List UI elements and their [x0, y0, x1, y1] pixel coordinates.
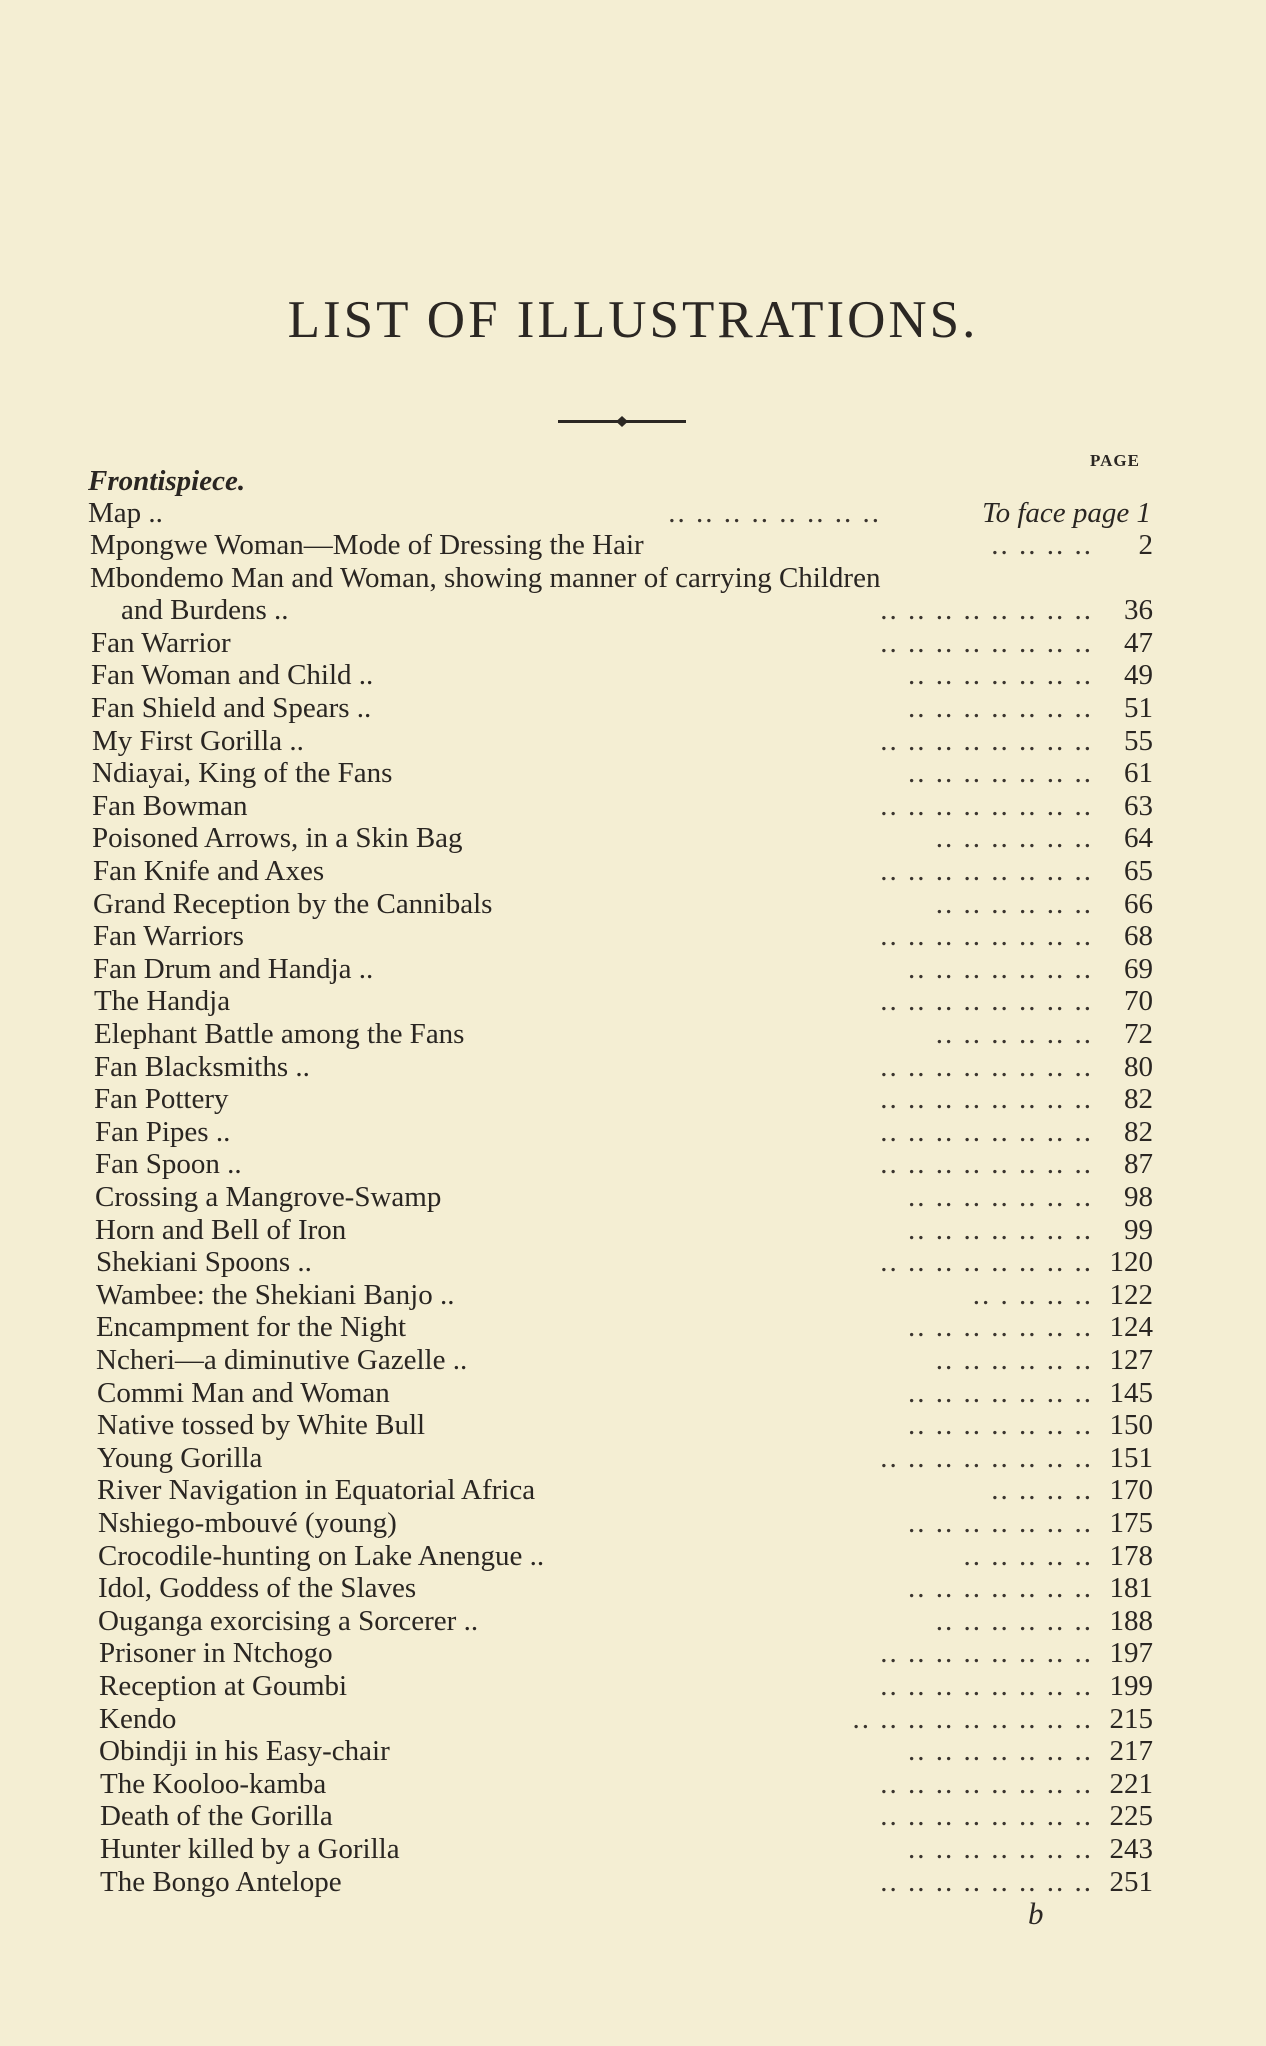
entry-title: Young Gorilla — [97, 1442, 268, 1474]
dot-leader: .. .. .. .. .. .. .. .. — [880, 855, 1093, 887]
list-item — [95, 1214, 1153, 1246]
dot-leader: .. .. .. .. .. .. — [935, 1344, 1093, 1376]
page-title: LIST OF ILLUSTRATIONS. — [287, 291, 979, 349]
entry-page: 98 — [1124, 1181, 1153, 1213]
dot-leader: .. .. .. .. .. .. — [935, 1605, 1093, 1637]
entry-title: Fan Drum and Handja .. — [93, 953, 379, 985]
dot-leader: .. .. .. .. .. .. .. .. — [880, 1670, 1093, 1702]
list-item — [94, 1051, 1153, 1083]
list-item — [96, 1279, 1153, 1311]
entry-title: Kendo — [99, 1703, 182, 1735]
entry-title: Wambee: the Shekiani Banjo .. — [96, 1279, 460, 1311]
dot-leader: .. .. .. .. .. .. .. — [908, 757, 1093, 789]
list-item — [98, 1572, 1153, 1604]
entry-page: 72 — [1124, 1018, 1153, 1050]
list-item — [92, 790, 1153, 822]
entry-page: 80 — [1124, 1051, 1153, 1083]
list-item — [91, 627, 1153, 659]
entry-title: and Burdens .. — [121, 594, 295, 626]
entry-page: 63 — [1124, 790, 1153, 822]
entry-title: Crossing a Mangrove-Swamp — [95, 1181, 447, 1213]
list-item — [92, 725, 1153, 757]
list-item — [96, 1311, 1153, 1343]
entry-page: 243 — [1109, 1833, 1153, 1865]
entry-title: Ndiayai, King of the Fans — [92, 757, 398, 789]
entry-page: 66 — [1124, 888, 1153, 920]
list-item — [100, 1833, 1153, 1865]
entry-page: 217 — [1109, 1735, 1153, 1767]
entry-page: 181 — [1109, 1572, 1153, 1604]
list-item — [94, 1018, 1153, 1050]
entry-title: Map .. — [88, 497, 169, 529]
entry-page: 127 — [1109, 1344, 1153, 1376]
dot-leader: .. .. .. .. .. .. .. .. — [880, 1800, 1093, 1832]
dot-leader: .. .. .. .. .. .. .. — [908, 1181, 1093, 1213]
entry-page: 87 — [1124, 1148, 1153, 1180]
entry-page: 199 — [1109, 1670, 1153, 1702]
list-item — [97, 1442, 1153, 1474]
dot-leader: .. .. .. .. .. .. .. — [908, 1311, 1093, 1343]
entry-title: Ouganga exorcising a Sorcerer .. — [98, 1605, 484, 1637]
dot-leader: .. .. .. .. .. .. .. .. — [880, 1442, 1093, 1474]
dot-leader: .. .. .. .. .. .. .. .. — [880, 1148, 1093, 1180]
entry-page: 225 — [1109, 1800, 1153, 1832]
dot-leader: .. .. .. .. .. .. .. — [908, 659, 1093, 691]
entry-title: Commi Man and Woman — [97, 1377, 396, 1409]
entry-title: River Navigation in Equatorial Africa — [97, 1474, 541, 1506]
dot-leader: .. .. .. .. .. .. — [935, 1018, 1093, 1050]
list-item — [100, 1800, 1153, 1832]
entry-page: 215 — [1109, 1703, 1153, 1735]
list-item — [97, 1377, 1153, 1409]
entry-title: Nshiego-mbouvé (young) — [98, 1507, 403, 1539]
frontispiece-label: Frontispiece. — [88, 465, 251, 497]
list-item — [93, 855, 1153, 887]
dot-leader: .. .. .. .. .. .. — [935, 888, 1093, 920]
entry-title: Elephant Battle among the Fans — [94, 1018, 470, 1050]
entry-page: 120 — [1109, 1246, 1153, 1278]
list-item — [93, 888, 1153, 920]
entry-title: Fan Bowman — [92, 790, 253, 822]
entry-title: Prisoner in Ntchogo — [99, 1637, 339, 1669]
entry-page: 175 — [1109, 1507, 1153, 1539]
list-item — [90, 529, 1153, 561]
dot-leader: .. .. .. .. .. .. .. .. — [880, 1246, 1093, 1278]
ornament-rule — [558, 415, 686, 429]
entry-title: Fan Pottery — [94, 1083, 235, 1115]
dot-leader: .. .. .. .. — [991, 529, 1093, 561]
entry-title: Encampment for the Night — [96, 1311, 412, 1343]
dot-leader: .. .. .. .. .. .. .. .. — [880, 1637, 1093, 1669]
dot-leader: .. .. .. .. .. .. .. .. — [880, 627, 1093, 659]
entry-page: 70 — [1124, 985, 1153, 1017]
entry-page: 145 — [1109, 1377, 1153, 1409]
entry-title: Grand Reception by the Cannibals — [93, 888, 498, 920]
dot-leader: .. .. .. .. .. .. .. .. — [880, 1051, 1093, 1083]
dot-leader: .. .. .. .. .. .. .. .. — [880, 920, 1093, 952]
dot-leader: .. .. .. .. .. .. .. — [908, 1377, 1093, 1409]
dot-leader: .. .. .. .. .. .. — [935, 822, 1093, 854]
entry-title: Fan Blacksmiths .. — [94, 1051, 316, 1083]
dot-leader: .. .. .. .. .. .. .. .. — [880, 1768, 1093, 1800]
list-item — [94, 1083, 1153, 1115]
entry-title: Fan Spoon .. — [95, 1148, 248, 1180]
entry-page: 65 — [1124, 855, 1153, 887]
entry-page: 188 — [1109, 1605, 1153, 1637]
dot-leader: .. .. .. .. .. .. .. — [908, 953, 1093, 985]
entry-page: 197 — [1109, 1637, 1153, 1669]
dot-leader: .. . .. .. .. — [972, 1279, 1093, 1311]
list-item — [98, 1507, 1153, 1539]
dot-leader: .. .. .. .. .. .. .. — [908, 1507, 1093, 1539]
dot-leader: .. .. .. .. .. .. .. .. — [880, 790, 1093, 822]
list-item — [99, 1637, 1153, 1669]
entry-title: Native tossed by White Bull — [97, 1409, 431, 1441]
entry-title: Fan Warriors — [93, 920, 250, 952]
entry-title: Hunter killed by a Gorilla — [100, 1833, 406, 1865]
entry-page: 51 — [1124, 692, 1153, 724]
dot-leader: .. .. .. .. .. .. .. .. — [880, 985, 1093, 1017]
dot-leader: .. .. .. .. .. — [963, 1540, 1093, 1572]
frontispiece-entry — [88, 465, 1151, 497]
dot-leader: .. .. .. .. .. .. .. .. — [880, 594, 1093, 626]
dot-leader: .. .. .. .. .. .. .. .. — [668, 497, 881, 529]
list-item — [93, 953, 1153, 985]
dot-leader: .. .. .. .. — [991, 1474, 1093, 1506]
entry-title: Mpongwe Woman—Mode of Dressing the Hair — [90, 529, 650, 561]
entry-page: 55 — [1124, 725, 1153, 757]
entry-title: Shekiani Spoons .. — [96, 1246, 318, 1278]
list-item — [90, 562, 1153, 594]
entry-title: Fan Pipes .. — [95, 1116, 236, 1148]
entry-title: Ncheri—a diminutive Gazelle .. — [96, 1344, 473, 1376]
list-item — [94, 985, 1153, 1017]
dot-leader: .. .. .. .. .. .. .. — [908, 1409, 1093, 1441]
list-item — [95, 1148, 1153, 1180]
list-item — [91, 692, 1153, 724]
entry-title: Fan Knife and Axes — [93, 855, 330, 887]
dot-leader: .. .. .. .. .. .. .. .. — [880, 1116, 1093, 1148]
dot-leader: .. .. .. .. .. .. .. .. — [880, 1866, 1093, 1898]
entry-page: 170 — [1109, 1474, 1153, 1506]
dot-leader: .. .. .. .. .. .. .. .. .. — [852, 1703, 1093, 1735]
map-entry — [88, 497, 1151, 529]
entry-page: 122 — [1109, 1279, 1153, 1311]
entry-page: 82 — [1124, 1083, 1153, 1115]
list-item — [95, 1116, 1153, 1148]
entry-page: 150 — [1109, 1409, 1153, 1441]
entry-page: To face page 1 — [982, 497, 1151, 529]
list-item — [99, 1703, 1153, 1735]
dot-leader: .. .. .. .. .. .. .. — [908, 1214, 1093, 1246]
entry-title: Horn and Bell of Iron — [95, 1214, 352, 1246]
entry-title: Death of the Gorilla — [100, 1800, 339, 1832]
entry-page: 68 — [1124, 920, 1153, 952]
entry-page: 82 — [1124, 1116, 1153, 1148]
entry-title: The Bongo Antelope — [100, 1866, 348, 1898]
entry-title: Fan Woman and Child .. — [91, 659, 379, 691]
list-item — [100, 1866, 1153, 1898]
dot-leader: .. .. .. .. .. .. .. — [908, 1735, 1093, 1767]
entry-title: Fan Warrior — [91, 627, 237, 659]
list-item — [95, 1181, 1153, 1213]
entry-title: Poisoned Arrows, in a Skin Bag — [92, 822, 469, 854]
page-column-header: PAGE — [1090, 451, 1140, 470]
entry-page: 36 — [1124, 594, 1153, 626]
list-item — [98, 1605, 1153, 1637]
entry-title: The Handja — [94, 985, 236, 1017]
list-item — [97, 1474, 1153, 1506]
entry-page: 47 — [1124, 627, 1153, 659]
list-item — [98, 1540, 1153, 1572]
list-item — [93, 920, 1153, 952]
dot-leader: .. .. .. .. .. .. .. .. — [880, 1083, 1093, 1115]
dot-leader: .. .. .. .. .. .. .. — [908, 1572, 1093, 1604]
entry-title: Crocodile-hunting on Lake Anengue .. — [98, 1540, 550, 1572]
list-item — [99, 1670, 1153, 1702]
dot-leader: .. .. .. .. .. .. .. .. — [880, 725, 1093, 757]
list-item — [96, 1344, 1153, 1376]
entry-page: 2 — [1138, 529, 1153, 561]
entry-page: 251 — [1109, 1866, 1153, 1898]
entry-page: 61 — [1124, 757, 1153, 789]
list-item — [99, 1735, 1153, 1767]
signature-mark: b — [1028, 1896, 1044, 1931]
entry-title: Reception at Goumbi — [99, 1670, 353, 1702]
entry-page: 64 — [1124, 822, 1153, 854]
entry-title: The Kooloo-kamba — [100, 1768, 332, 1800]
dot-leader: .. .. .. .. .. .. .. — [908, 1833, 1093, 1865]
list-item — [96, 1246, 1153, 1278]
list-item — [121, 594, 1153, 626]
entry-page: 151 — [1109, 1442, 1153, 1474]
list-item — [97, 1409, 1153, 1441]
list-item — [92, 822, 1153, 854]
entry-page: 99 — [1124, 1214, 1153, 1246]
entry-title: Obindji in his Easy-chair — [99, 1735, 396, 1767]
list-item — [92, 757, 1153, 789]
list-item — [91, 659, 1153, 691]
entry-page: 124 — [1109, 1311, 1153, 1343]
entry-page: 221 — [1109, 1768, 1153, 1800]
list-item — [100, 1768, 1153, 1800]
entry-title: Mbondemo Man and Woman, showing manner of carrying Children — [90, 562, 886, 594]
dot-leader: .. .. .. .. .. .. .. — [908, 692, 1093, 724]
entry-title: My First Gorilla .. — [92, 725, 310, 757]
entry-title: Idol, Goddess of the Slaves — [98, 1572, 422, 1604]
entry-page: 49 — [1124, 659, 1153, 691]
entry-page: 69 — [1124, 953, 1153, 985]
entry-page: 178 — [1109, 1540, 1153, 1572]
entry-title: Fan Shield and Spears .. — [91, 692, 377, 724]
